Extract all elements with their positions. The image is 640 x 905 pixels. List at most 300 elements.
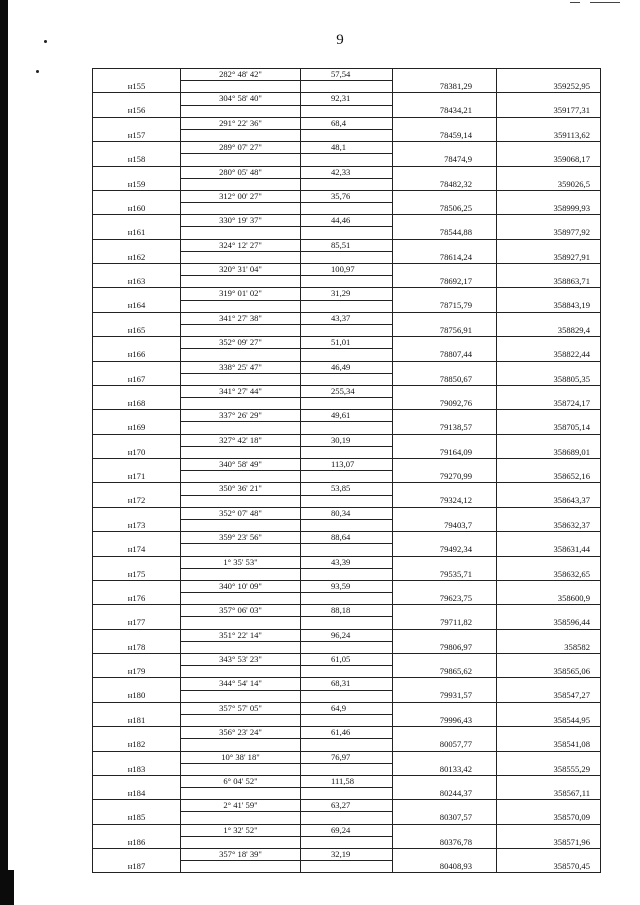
empty-cell (497, 312, 601, 324)
point-row (93, 129, 601, 141)
coordinate-y: 358570,45 (497, 861, 601, 873)
direction-angle: 337° 26' 29" (181, 410, 301, 422)
direction-angle: 352° 07' 48" (181, 507, 301, 519)
segment-row (93, 166, 601, 178)
point-name: н169 (93, 422, 181, 434)
empty-cell (393, 361, 497, 373)
segment-length: 53,85 (301, 483, 393, 495)
direction-angle: 1° 32' 52" (181, 824, 301, 836)
empty-cell (93, 605, 181, 617)
empty-cell (393, 654, 497, 666)
segment-length: 68,31 (301, 678, 393, 690)
coordinate-x: 80133,42 (393, 763, 497, 775)
coordinate-x: 78614,24 (393, 251, 497, 263)
segment-row (93, 312, 601, 324)
empty-cell (301, 812, 393, 824)
coordinate-x: 78381,29 (393, 81, 497, 93)
coordinate-x: 80376,78 (393, 836, 497, 848)
empty-cell (301, 300, 393, 312)
point-name: н167 (93, 373, 181, 385)
point-row (93, 154, 601, 166)
point-name: н175 (93, 568, 181, 580)
coordinate-x: 79164,09 (393, 446, 497, 458)
empty-cell (301, 641, 393, 653)
coordinate-y: 358567,11 (497, 788, 601, 800)
coordinates-table (92, 68, 601, 873)
empty-cell (301, 276, 393, 288)
segment-row (93, 629, 601, 641)
empty-cell (301, 593, 393, 605)
empty-cell (393, 337, 497, 349)
point-row (93, 227, 601, 239)
point-name: н170 (93, 446, 181, 458)
segment-row (93, 337, 601, 349)
direction-angle: 343° 53' 23" (181, 654, 301, 666)
direction-angle: 352° 09' 27" (181, 337, 301, 349)
direction-angle: 312° 00' 27" (181, 190, 301, 202)
coordinate-x: 79138,57 (393, 422, 497, 434)
segment-length: 44,46 (301, 215, 393, 227)
empty-cell (93, 361, 181, 373)
empty-cell (301, 544, 393, 556)
coordinate-y: 358544,95 (497, 714, 601, 726)
coordinate-x: 79996,43 (393, 714, 497, 726)
segment-row (93, 702, 601, 714)
direction-angle: 327° 42' 18" (181, 434, 301, 446)
point-row (93, 641, 601, 653)
empty-cell (181, 422, 301, 434)
coordinate-x: 79492,34 (393, 544, 497, 556)
coordinate-y: 358596,44 (497, 617, 601, 629)
coordinate-y: 358541,08 (497, 739, 601, 751)
empty-cell (301, 203, 393, 215)
empty-cell (301, 568, 393, 580)
empty-cell (497, 654, 601, 666)
direction-angle: 289° 07' 27" (181, 142, 301, 154)
empty-cell (393, 434, 497, 446)
direction-angle: 2° 41' 59" (181, 800, 301, 812)
empty-cell (181, 617, 301, 629)
segment-row (93, 483, 601, 495)
segment-length: 88,18 (301, 605, 393, 617)
empty-cell (301, 666, 393, 678)
coordinate-y: 358977,92 (497, 227, 601, 239)
segment-length: 51,01 (301, 337, 393, 349)
scan-edge-shadow (0, 0, 8, 905)
empty-cell (181, 714, 301, 726)
segment-length: 43,39 (301, 556, 393, 568)
empty-cell (93, 166, 181, 178)
point-row (93, 105, 601, 117)
empty-cell (181, 544, 301, 556)
empty-cell (497, 775, 601, 787)
empty-cell (393, 312, 497, 324)
coordinate-y: 359026,5 (497, 178, 601, 190)
empty-cell (393, 69, 497, 81)
empty-cell (93, 654, 181, 666)
coordinate-x: 78715,79 (393, 300, 497, 312)
point-row (93, 422, 601, 434)
empty-cell (497, 605, 601, 617)
point-row (93, 495, 601, 507)
empty-cell (497, 239, 601, 251)
empty-cell (301, 81, 393, 93)
segment-length: 255,34 (301, 385, 393, 397)
direction-angle: 10° 38' 18" (181, 751, 301, 763)
empty-cell (301, 690, 393, 702)
coordinate-y: 358863,71 (497, 276, 601, 288)
coordinate-y: 358843,19 (497, 300, 601, 312)
coordinate-x: 80057,77 (393, 739, 497, 751)
empty-cell (497, 361, 601, 373)
empty-cell (301, 227, 393, 239)
point-row (93, 300, 601, 312)
scan-edge-notch (8, 870, 14, 905)
segment-row (93, 361, 601, 373)
segment-length: 42,33 (301, 166, 393, 178)
segment-length: 68,4 (301, 117, 393, 129)
segment-row (93, 215, 601, 227)
empty-cell (497, 507, 601, 519)
coordinate-x: 79092,76 (393, 398, 497, 410)
coordinate-x: 79324,12 (393, 495, 497, 507)
empty-cell (93, 312, 181, 324)
empty-cell (181, 519, 301, 531)
coordinate-x: 78544,88 (393, 227, 497, 239)
empty-cell (301, 471, 393, 483)
empty-cell (93, 434, 181, 446)
coordinates-table-body (93, 69, 601, 873)
coordinate-y: 358822,44 (497, 349, 601, 361)
coordinate-x: 79865,62 (393, 666, 497, 678)
empty-cell (301, 324, 393, 336)
empty-cell (497, 434, 601, 446)
point-name: н166 (93, 349, 181, 361)
point-name: н165 (93, 324, 181, 336)
point-row (93, 788, 601, 800)
segment-row (93, 580, 601, 592)
point-name: н183 (93, 763, 181, 775)
segment-row (93, 410, 601, 422)
coordinate-y: 358570,09 (497, 812, 601, 824)
empty-cell (393, 459, 497, 471)
empty-cell (93, 385, 181, 397)
direction-angle: 320° 31' 04" (181, 264, 301, 276)
direction-angle: 341° 27' 38" (181, 312, 301, 324)
empty-cell (393, 824, 497, 836)
point-row (93, 739, 601, 751)
coordinate-y: 358571,96 (497, 836, 601, 848)
segment-row (93, 751, 601, 763)
point-name: н162 (93, 251, 181, 263)
segment-length: 35,76 (301, 190, 393, 202)
empty-cell (301, 422, 393, 434)
coordinate-x: 79270,99 (393, 471, 497, 483)
point-name: н179 (93, 666, 181, 678)
empty-cell (497, 288, 601, 300)
point-name: н164 (93, 300, 181, 312)
empty-cell (393, 410, 497, 422)
empty-cell (497, 702, 601, 714)
segment-length: 30,19 (301, 434, 393, 446)
empty-cell (93, 751, 181, 763)
point-name: н171 (93, 471, 181, 483)
empty-cell (497, 264, 601, 276)
empty-cell (393, 751, 497, 763)
empty-cell (181, 251, 301, 263)
point-name: н168 (93, 398, 181, 410)
segment-length: 32,19 (301, 849, 393, 861)
point-name: н177 (93, 617, 181, 629)
segment-length: 46,49 (301, 361, 393, 373)
empty-cell (181, 495, 301, 507)
coordinate-x: 78434,21 (393, 105, 497, 117)
empty-cell (181, 666, 301, 678)
segment-length: 92,31 (301, 93, 393, 105)
coordinate-y: 359252,95 (497, 81, 601, 93)
empty-cell (497, 678, 601, 690)
segment-row (93, 190, 601, 202)
point-row (93, 544, 601, 556)
direction-angle: 356° 23' 24" (181, 727, 301, 739)
direction-angle: 282° 48' 42" (181, 69, 301, 81)
direction-angle: 291° 22' 36" (181, 117, 301, 129)
coordinate-x: 79623,75 (393, 593, 497, 605)
direction-angle: 351° 22' 14" (181, 629, 301, 641)
point-row (93, 617, 601, 629)
point-name: н159 (93, 178, 181, 190)
direction-angle: 357° 18' 39" (181, 849, 301, 861)
empty-cell (181, 471, 301, 483)
empty-cell (393, 288, 497, 300)
empty-cell (93, 678, 181, 690)
empty-cell (181, 593, 301, 605)
empty-cell (93, 142, 181, 154)
direction-angle: 359° 23' 56" (181, 532, 301, 544)
empty-cell (393, 849, 497, 861)
direction-angle: 1° 35' 53" (181, 556, 301, 568)
empty-cell (181, 373, 301, 385)
empty-cell (181, 446, 301, 458)
point-row (93, 373, 601, 385)
segment-row (93, 678, 601, 690)
empty-cell (93, 507, 181, 519)
empty-cell (93, 580, 181, 592)
empty-cell (393, 800, 497, 812)
segment-length: 100,97 (301, 264, 393, 276)
point-row (93, 178, 601, 190)
empty-cell (301, 788, 393, 800)
segment-row (93, 385, 601, 397)
empty-cell (93, 849, 181, 861)
empty-cell (93, 824, 181, 836)
empty-cell (497, 556, 601, 568)
direction-angle: 357° 06' 03" (181, 605, 301, 617)
coordinate-y: 358632,37 (497, 519, 601, 531)
empty-cell (393, 215, 497, 227)
empty-cell (301, 617, 393, 629)
coordinate-y: 358705,14 (497, 422, 601, 434)
point-name: н173 (93, 519, 181, 531)
point-row (93, 812, 601, 824)
empty-cell (393, 239, 497, 251)
empty-cell (181, 154, 301, 166)
empty-cell (393, 264, 497, 276)
point-row (93, 471, 601, 483)
segment-length: 85,51 (301, 239, 393, 251)
segment-length: 80,34 (301, 507, 393, 519)
scan-mark (570, 2, 580, 3)
empty-cell (393, 190, 497, 202)
point-row (93, 276, 601, 288)
coordinate-x: 78482,32 (393, 178, 497, 190)
coordinate-x: 79806,97 (393, 641, 497, 653)
empty-cell (497, 824, 601, 836)
segment-length: 48,1 (301, 142, 393, 154)
segment-row (93, 654, 601, 666)
coordinate-y: 358927,91 (497, 251, 601, 263)
segment-row (93, 434, 601, 446)
empty-cell (181, 641, 301, 653)
coordinate-x: 80408,93 (393, 861, 497, 873)
segment-length: 76,97 (301, 751, 393, 763)
empty-cell (497, 69, 601, 81)
empty-cell (393, 385, 497, 397)
empty-cell (497, 459, 601, 471)
empty-cell (497, 337, 601, 349)
empty-cell (497, 142, 601, 154)
segment-row (93, 605, 601, 617)
segment-row (93, 532, 601, 544)
empty-cell (181, 105, 301, 117)
coordinate-y: 358555,29 (497, 763, 601, 775)
coordinate-x: 78756,91 (393, 324, 497, 336)
empty-cell (497, 93, 601, 105)
segment-length: 63,27 (301, 800, 393, 812)
empty-cell (93, 117, 181, 129)
direction-angle: 324° 12' 27" (181, 239, 301, 251)
empty-cell (497, 800, 601, 812)
empty-cell (181, 836, 301, 848)
coordinate-x: 78459,14 (393, 129, 497, 141)
coordinate-x: 78474,9 (393, 154, 497, 166)
coordinate-y: 358547,27 (497, 690, 601, 702)
empty-cell (497, 385, 601, 397)
empty-cell (301, 446, 393, 458)
empty-cell (497, 580, 601, 592)
direction-angle: 280° 05' 48" (181, 166, 301, 178)
point-row (93, 763, 601, 775)
segment-row (93, 556, 601, 568)
empty-cell (93, 410, 181, 422)
empty-cell (393, 678, 497, 690)
point-name: н163 (93, 276, 181, 288)
segment-length: 69,24 (301, 824, 393, 836)
empty-cell (93, 702, 181, 714)
segment-length: 93,59 (301, 580, 393, 592)
point-row (93, 446, 601, 458)
point-row (93, 349, 601, 361)
direction-angle: 340° 10' 09" (181, 580, 301, 592)
coordinate-y: 359068,17 (497, 154, 601, 166)
coordinate-x: 78807,44 (393, 349, 497, 361)
point-row (93, 714, 601, 726)
coordinate-y: 358724,17 (497, 398, 601, 410)
point-row (93, 519, 601, 531)
empty-cell (93, 264, 181, 276)
empty-cell (497, 190, 601, 202)
point-name: н181 (93, 714, 181, 726)
segment-row (93, 142, 601, 154)
point-name: н186 (93, 836, 181, 848)
empty-cell (93, 288, 181, 300)
direction-angle: 330° 19' 37" (181, 215, 301, 227)
empty-cell (497, 629, 601, 641)
point-name: н178 (93, 641, 181, 653)
point-name: н158 (93, 154, 181, 166)
segment-length: 57,54 (301, 69, 393, 81)
empty-cell (93, 532, 181, 544)
empty-cell (93, 800, 181, 812)
point-name: н185 (93, 812, 181, 824)
empty-cell (93, 215, 181, 227)
empty-cell (497, 849, 601, 861)
segment-length: 88,64 (301, 532, 393, 544)
point-name: н174 (93, 544, 181, 556)
direction-angle: 6° 04' 52" (181, 775, 301, 787)
empty-cell (301, 129, 393, 141)
segment-row (93, 824, 601, 836)
empty-cell (181, 324, 301, 336)
coordinate-y: 358600,9 (497, 593, 601, 605)
empty-cell (181, 812, 301, 824)
segment-length: 111,58 (301, 775, 393, 787)
coordinate-y: 358632,65 (497, 568, 601, 580)
segment-row (93, 800, 601, 812)
empty-cell (301, 495, 393, 507)
segment-row (93, 239, 601, 251)
point-name: н155 (93, 81, 181, 93)
point-row (93, 398, 601, 410)
empty-cell (301, 105, 393, 117)
empty-cell (301, 349, 393, 361)
empty-cell (181, 861, 301, 873)
empty-cell (301, 178, 393, 190)
coordinate-y: 358689,01 (497, 446, 601, 458)
point-name: н187 (93, 861, 181, 873)
segment-row (93, 775, 601, 787)
point-name: н156 (93, 105, 181, 117)
segment-row (93, 459, 601, 471)
direction-angle: 338° 25' 47" (181, 361, 301, 373)
segment-row (93, 264, 601, 276)
empty-cell (393, 605, 497, 617)
segment-length: 31,29 (301, 288, 393, 300)
empty-cell (393, 117, 497, 129)
segment-row (93, 849, 601, 861)
empty-cell (93, 629, 181, 641)
coordinate-y: 358999,93 (497, 203, 601, 215)
scan-mark (590, 2, 620, 3)
point-row (93, 568, 601, 580)
empty-cell (497, 727, 601, 739)
coordinate-x: 78850,67 (393, 373, 497, 385)
direction-angle: 340° 58' 49" (181, 459, 301, 471)
empty-cell (181, 81, 301, 93)
direction-angle: 344° 54' 14" (181, 678, 301, 690)
empty-cell (497, 117, 601, 129)
segment-length: 61,05 (301, 654, 393, 666)
